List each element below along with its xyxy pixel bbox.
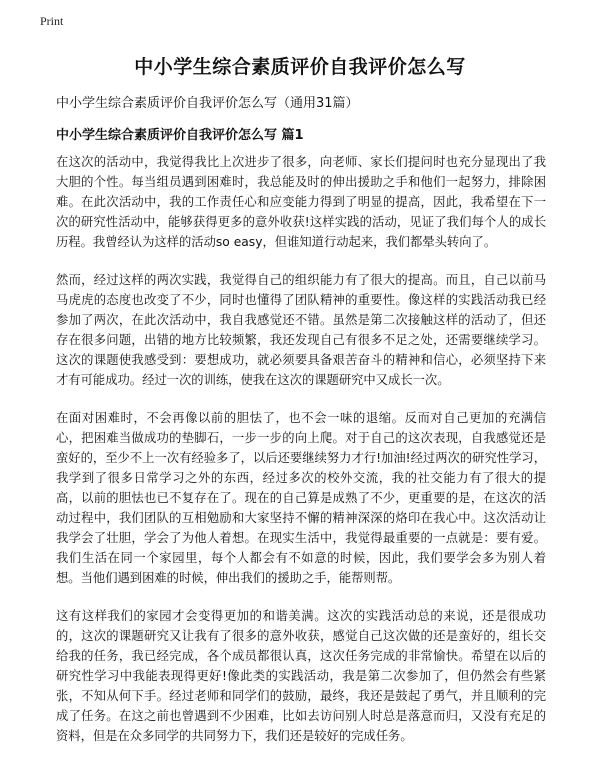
document-title: 中小学生综合素质评价自我评价怎么写 — [134, 56, 466, 78]
section-heading: 中小学生综合素质评价自我评价怎么写 篇1 — [56, 128, 304, 143]
paragraph: 在这次的活动中，我觉得我比上次进步了很多，向老师、家长们提问时也充分显现出了我大胆的个性。每当组员遇到困难时，我总能及时的伸出援助之手和他们一起努力，排除困难。在此次活动中，我的工作责任心和应变能力得到了明显的提高，因此，我希望在下一次的研究性活动中，能够获得更多的意外收获!这样实践的活动，见证了我们每个人的成长历程。我曾经认为这样的活动so easy，但谁知道行动起来，我们都晕头转向了。 — [56, 155, 546, 249]
paragraph: 然而，经过这样的两次实践，我觉得自己的组织能力有了很大的提高。而且，自己以前马马虎虎的态度也改变了不少，同时也懂得了团队精神的重要性。像这样的实践活动我已经参加了两次，在此次活动中，我自我感觉还不错。虽然是第二次接触这样的活动了，但还存在很多问题，出错的地方比较频繁，我还发现自己有很多不足之处，还需要继续学习。这次的课题使我感受到：要想成功，就必须要具备艰苦奋斗的精神和信心，必须坚持下来才有可能成功。经过一次的训练，使我在这次的课题研究中又成长一次。 — [56, 273, 546, 387]
paragraph: 这有这样我们的家园才会变得更加的和谐美满。这次的实践活动总的来说，还是很成功的，这次的课题研究又让我有了很多的意外收获，感觉自己这次做的还是蛮好的，组长交给我的任务，我已经完成，各个成员都很认真，这次任务完成的非常愉快。希望在以后的研究性学习中我能表现得更好!像此类的实践活动，我是第二次参加了，但仍然会有些紧张，不知从何下手。经过老师和同学们的鼓励，最终，我还是鼓起了勇气，并且顺利的完成了任务。在这之前也曾遇到不少困难，比如去访问别人时总是落意而归，又没有充足的资料，但是在众多同学的共同努力下，我们还是较好的完成任务。 — [56, 609, 546, 743]
document-subtitle: 中小学生综合素质评价自我评价怎么写（通用31篇） — [56, 96, 359, 111]
document-body — [56, 152, 546, 764]
paragraph: 在面对困难时，不会再像以前的胆怯了，也不会一味的退缩。反而对自己更加的充满信心，把困难当做成功的垫脚石，一步一步的向上爬。对于自己的这次表现，自我感觉还是蛮好的，至少不上一次有经验多了，以后还要继续努力才行!加油!经过两次的研究性学习，我学到了很多日常学习之外的东西，经过多次的校外交流，我的社交能力有了很大的提高，以前的胆怯也已不复存在了。现在的自己算是成熟了不少，更重要的是，在这次的活动过程中，我们团队的互相勉励和大家坚持不懈的精神深深的烙印在我心中。这次活动让我学会了壮胆，学会了为他人着想。在现实生活中，我觉得最重要的一点就是：要有爱。我们生活在同一个家园里，每个人都会有不如意的时候，因此，我们要学会多为别人着想。当他们遇到困难的时候，伸出我们的援助之手，能帮则帮。 — [56, 411, 546, 585]
print-link[interactable]: Print — [40, 14, 64, 28]
